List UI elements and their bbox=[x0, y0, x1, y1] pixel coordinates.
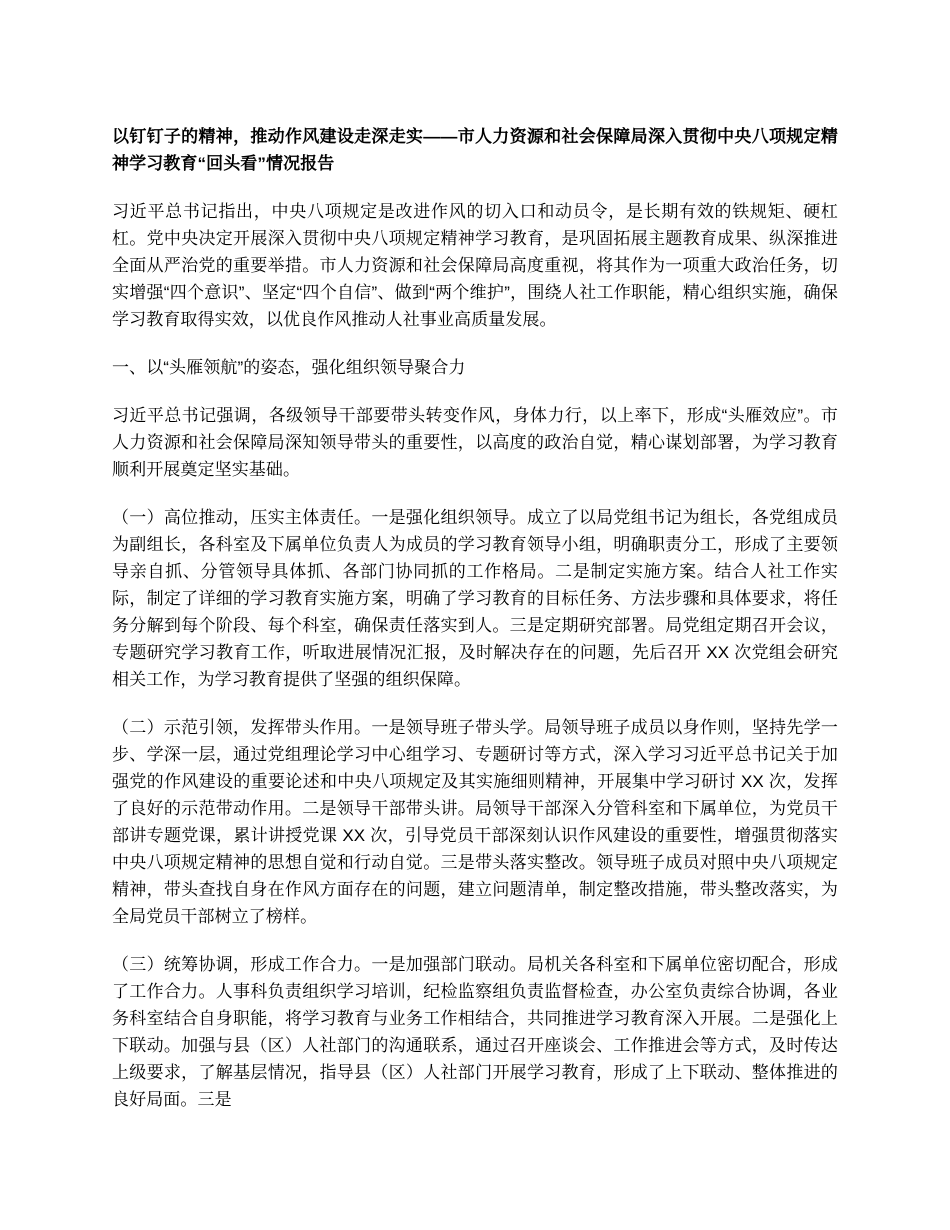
intro-paragraph: 习近平总书记指出，中央八项规定是改进作风的切入口和动员令，是长期有效的铁规矩、硬杠杠。党中央决定开展深入贯彻中央八项规定精神学习教育，是巩固拓展主题教育成果、纵深推进全面从严治党的重要举措。市人力资源和社会保障局高度重视，将其作为一项重大政治任务，切实增强“四个意识”、坚定“四个自信”、做到“两个维护”，围绕人社工作职能，精心组织实施，确保学习教育取得实效，以优良作风推动人社事业高质量发展。 bbox=[112, 202, 838, 329]
document-body bbox=[112, 123, 838, 1113]
document-title: 以钉钉子的精神，推动作风建设走深走实——市人力资源和社会保障局深入贯彻中央八项规定精神学习教育“回头看”情况报告 bbox=[112, 127, 838, 173]
subsection-paragraph-3: （三）统筹协调，形成工作合力。一是加强部门联动。局机关各科室和下属单位密切配合，形成了工作合力。人事科负责组织学习培训，纪检监察组负责监督检查，办公室负责综合协调，各业务科室结合自身职能，将学习教育与业务工作相结合，共同推进学习教育深入开展。二是强化上下联动。加强与县（区）人社部门的沟通联系，通过召开座谈会、工作推进会等方式，及时传达上级要求，了解基层情况，指导县（区）人社部门开展学习教育，形成了上下联动、整体推进的良好局面。三是 bbox=[112, 955, 838, 1109]
section-one-lead-paragraph: 习近平总书记强调，各级领导干部要带头转变作风，身体力行，以上率下，形成“头雁效应”。市人力资源和社会保障局深知领导带头的重要性，以高度的政治自觉，精心谋划部署，为学习教育顺利开展奠定坚实基础。 bbox=[112, 406, 838, 479]
subsection-paragraph-1: （一）高位推动，压实主体责任。一是强化组织领导。成立了以局党组书记为组长，各党组成员为副组长，各科室及下属单位负责人为成员的学习教育领导小组，明确职责分工，形成了主要领导亲自抓、分管领导具体抓、各部门协同抓的工作格局。二是制定实施方案。结合人社工作实际，制定了详细的学习教育实施方案，明确了学习教育的目标任务、方法步骤和具体要求，将任务分解到每个阶段、每个科室，确保责任落实到人。三是定期研究部署。局党组定期召开会议，专题研究学习教育工作，听取进展情况汇报，及时解决存在的问题，先后召开 XX 次党组会研究相关工作，为学习教育提供了坚强的组织保障。 bbox=[112, 508, 838, 689]
section-heading-one: 一、以“头雁领航”的姿态，强化组织领导聚合力 bbox=[112, 358, 466, 377]
subsection-paragraph-2: （二）示范引领，发挥带头作用。一是领导班子带头学。局领导班子成员以身作则，坚持先学一步、学深一层，通过党组理论学习中心组学习、专题研讨等方式，深入学习习近平总书记关于加强党的作风建设的重要论述和中央八项规定及其实施细则精神，开展集中学习研讨 XX 次，发挥了良好的示范带动作用。二是领导干部带头讲。局领导干部深入分管科室和下属单位，为党员干部讲专题党课，累计讲授党课 XX 次，引导党员干部深刻认识作风建设的重要性，增强贯彻落实中央八项规定精神的思想自觉和行动自觉。三是带头落实整改。领导班子成员对照中央八项规定精神，带头查找自身在作风方面存在的问题，建立问题清单，制定整改措施，带头整改落实，为全局党员干部树立了榜样。 bbox=[112, 718, 838, 926]
